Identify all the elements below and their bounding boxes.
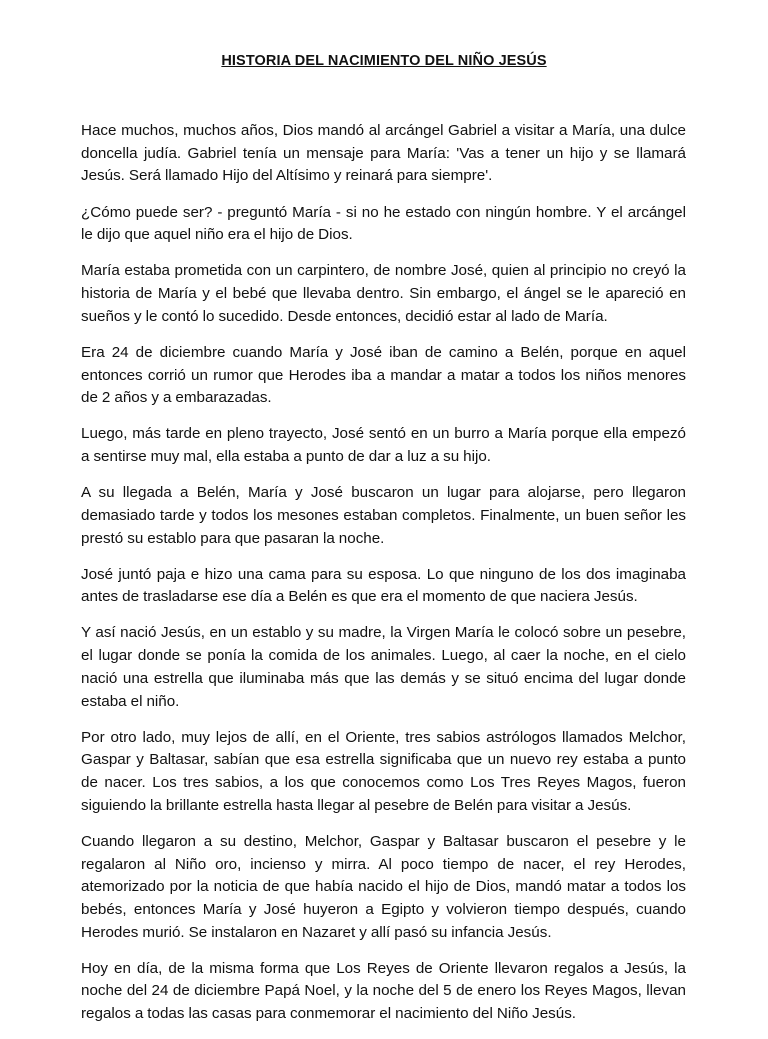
paragraph-5: Luego, más tarde en pleno trayecto, José sentó en un burro a María porque ella empezó a sentirse muy mal, ella estaba a punto de dar a luz a su hijo. xyxy=(81,425,686,465)
paragraph-4: Era 24 de diciembre cuando María y José iban de camino a Belén, porque en aquel entonces corrió un rumor que Herodes iba a mandar a matar a todos los niños menores de 2 años y a embarazadas. xyxy=(81,343,686,407)
paragraph-8: Y así nació Jesús, en un establo y su madre, la Virgen María le colocó sobre un pesebre, el lugar donde se ponía la comida de los animales. Luego, al caer la noche, en el cielo nació una estrella que iluminaba más que las demás y se situó encima del lugar donde estaba el niño. xyxy=(81,624,686,710)
paragraph-10: Cuando llegaron a su destino, Melchor, Gaspar y Baltasar buscaron el pesebre y le regalaron al Niño oro, incienso y mirra. Al poco tiempo de nacer, el rey Herodes, atemorizado por la noticia de que había nacido el hijo de Dios, mandó matar a todos los bebés, entonces María y José huyeron a Egipto y volvieron tiempo después, cuando Herodes murió. Se instalaron en Nazaret y allí pasó su infancia Jesús. xyxy=(81,832,686,941)
paragraph-6: A su llegada a Belén, María y José buscaron un lugar para alojarse, pero llegaron demasiado tarde y todos los mesones estaban completos. Finalmente, un buen señor les prestó su establo para que pasaran la noche. xyxy=(81,484,686,547)
paragraph-9: Por otro lado, muy lejos de allí, en el Oriente, tres sabios astrólogos llamados Melchor, Gaspar y Baltasar, sabían que esa estrella significaba que un nuevo rey estaba a punto de nacer. Los tres sabios, a los que conocemos como Los Tres Reyes Magos, fueron siguiendo la brillante estrella hasta llegar al pesebre de Belén para visitar a Jesús. xyxy=(81,728,686,814)
paragraph-7: José juntó paja e hizo una cama para su esposa. Lo que ninguno de los dos imaginaba antes de trasladarse ese día a Belén es que era el momento de que naciera Jesús. xyxy=(81,565,686,606)
document-title: HISTORIA DEL NACIMIENTO DEL NIÑO JESÚS xyxy=(221,53,547,69)
paragraph-11: Hoy en día, de la misma forma que Los Reyes de Oriente llevaron regalos a Jesús, la noche del 24 de diciembre Papá Noel, y la noche del 5 de enero los Reyes Magos, llevan regalos a todas las casas para conmemorar el nacimiento del Niño Jesús. xyxy=(81,959,686,1023)
document-body xyxy=(81,120,686,1039)
paragraph-1: Hace muchos, muchos años, Dios mandó al arcángel Gabriel a visitar a María, una dulce doncella judía. Gabriel tenía un mensaje para María: 'Vas a tener un hijo y se llamará Jesús. Será llamado Hijo del Altísimo y reinará para siempre'. xyxy=(81,122,686,185)
paragraph-2: ¿Cómo puede ser? - preguntó María - si no he estado con ningún hombre. Y el arcángel le dijo que aquel niño era el hijo de Dios. xyxy=(81,203,686,244)
paragraph-3: María estaba prometida con un carpintero, de nombre José, quien al principio no creyó la historia de María y el bebé que llevaba dentro. Sin embargo, el ángel se le apareció en sueños y le contó lo sucedido. Desde entonces, decidió estar al lado de María. xyxy=(81,262,686,325)
